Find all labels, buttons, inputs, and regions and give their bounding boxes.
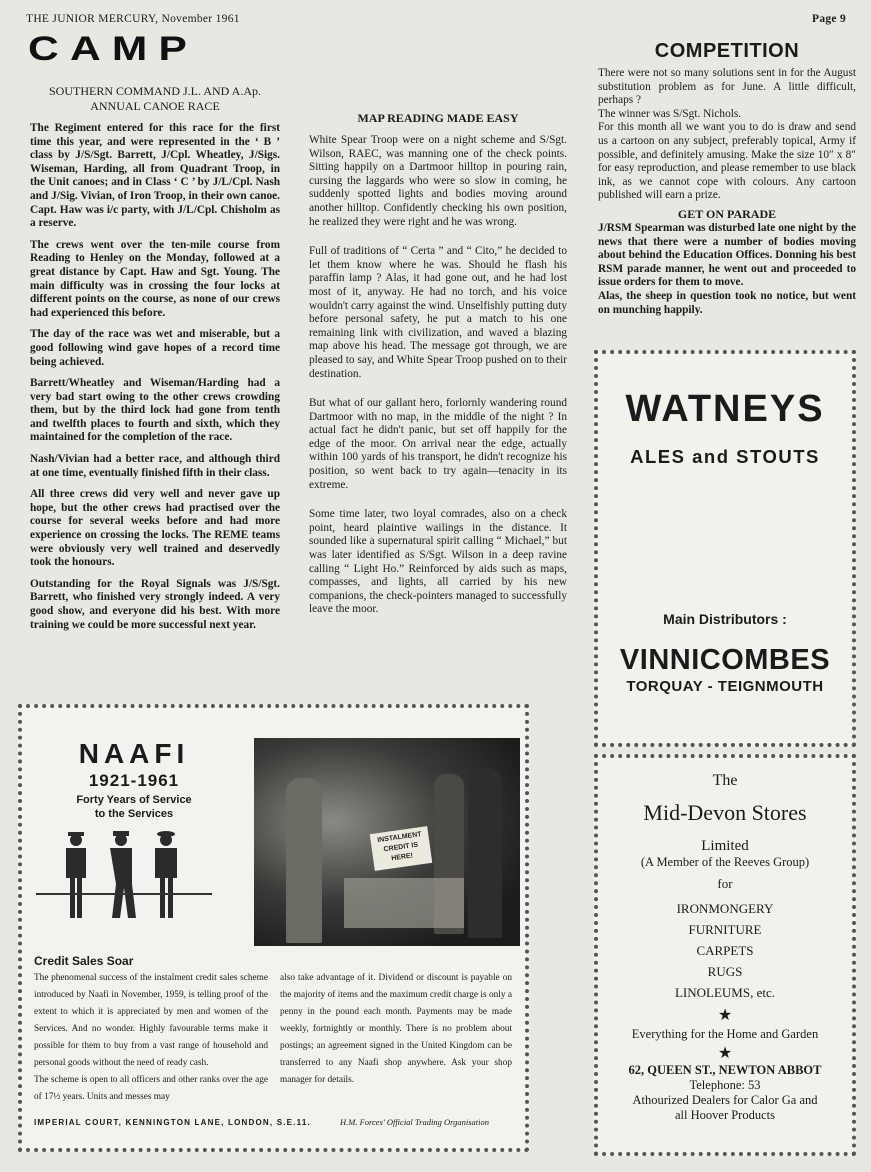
watneys-tagline: ALES and STOUTS — [630, 446, 820, 467]
parade-headline: GET ON PARADE — [677, 206, 777, 221]
competition-title: COMPETITION — [654, 40, 800, 62]
distributors-label: Main Distributors : — [663, 611, 787, 627]
paragraph: The phenomenal success of the instalment credit sales scheme introduced by Naafi in November, 1959, is telling proof of the extent to which it is appreciated by men and women of the Services. And no wonder. Highly favourable terms make it possible for them to buy from a vast range of household and personal goods without the need of ready cash. — [34, 973, 268, 1068]
paragraph: But what of our gallant hero, forlornly wandering round Dartmoor with no map, in the middle of the night ? In actual fact he didn't panic, but set off happily for the edge of the moor. On arrival near the edge, actually within 100 yards of his transport, he didn't recognize his position, so went back to try again—tenacity in its extreme. — [309, 397, 567, 491]
naafi-subhead: Credit Sales Soar — [34, 954, 134, 968]
star-icon: ★ — [717, 1007, 733, 1024]
paragraph: also take advantage of it. Dividend or discount is payable on the majority of items and the maximum credit charge is only a penny in the pound each month. Payments may be made weekly, fortnightly or monthly. There is no problem about postings; an agreement signed in the United Kingdom can be transferred to any Naafi shop anywhere. Ask your shop manager for details. — [280, 973, 512, 1085]
mid-devon-advert — [594, 754, 856, 1156]
naafi-title: NAAFI — [78, 738, 190, 769]
paragraph: For this month all we want you to do is draw and send us a cartoon on any subject, preferably topical, Army if possible, and definitely amusing. Make the size 10″ x 8″ for easy reproduction, and please remember to use black ink, as we cannot cope with colours. Any cartoon published will earn a prize. — [598, 121, 856, 202]
middevon-item: FURNITURE — [688, 922, 762, 937]
middevon-everything: Everything for the Home and Garden — [631, 1027, 819, 1041]
middevon-name: Mid-Devon Stores — [643, 800, 807, 825]
naafi-slogan-1: Forty Years of Service — [76, 794, 192, 806]
naafi-years: 1921-1961 — [88, 771, 180, 790]
middevon-limited: Limited — [701, 838, 749, 854]
middevon-address: 62, QUEEN ST., NEWTON ABBOT — [628, 1063, 822, 1077]
vinnicombes-name: VINNICOMBES — [619, 644, 831, 676]
paragraph: There were not so many solutions sent in for the August substitution problem as for June. A little difficult, perhaps ? — [598, 67, 856, 107]
naafi-body-col-1 — [34, 970, 268, 1106]
paragraph: Alas, the sheep in question took no notice, but went on munching happily. — [598, 289, 856, 316]
paragraph: The day of the race was wet and miserable, but a good following wind gave hopes of a record time being achieved. — [30, 328, 280, 368]
paragraph: J/RSM Spearman was disturbed late one night by the news that there were a number of bodies moving about behind the Education Offices. Donning his best RSM parade manner, he went out and proceeded to issue orders for them to move. — [598, 221, 856, 289]
paragraph: The crews went over the ten-mile course from Reading to Henley on the Monday, followed at a great distance by Capt. Haw and Sgt. Young. The main difficulty was in crossing the four locks at different points on the course, as none of our crews had experienced this before. — [30, 238, 280, 319]
middevon-for: for — [717, 876, 733, 891]
naafi-address: IMPERIAL COURT, KENNINGTON LANE, LONDON, S.E.11. — [34, 1118, 311, 1127]
paragraph: The scheme is open to all officers and other ranks over the age of 17½ years. Units and messes may — [34, 1075, 268, 1102]
running-header: THE JUNIOR MERCURY, November 1961 — [26, 13, 240, 25]
paragraph: Full of traditions of “ Certa ” and “ Cito,” he decided to let them know where he was. Should he flash his paraffin lamp ? Alas, it had gone out, and he had lost most of it, anyway. He had no torch, and his voice wouldn't carry against the wind. Unselfishly putting duty before personal safety, he put a match to his one remaining link with civilization, and waved a blazing map above his head. The message got through, we are pleased to say, and White Spear Troop pushed on to their destination. — [309, 245, 567, 380]
naafi-advert — [18, 704, 529, 1152]
person-figure — [286, 778, 322, 943]
middevon-item: CARPETS — [696, 943, 754, 958]
paragraph: White Spear Troop were on a night scheme and S/Sgt. Wilson, RAEC, was manning one of the check points. Sitting happily on a Dartmoor hilltop in pouring rain, cursing the laggards who were so slow in coming, he suddenly spotted lights and bodies moving around another hilltop. Confidently checking his own position, he realized they were right and he was wrong. — [309, 134, 567, 228]
paragraph: All three crews did very well and never gave up hope, but the other crews had practised over the course for several weeks before and had more experience on crossing the locks. The REME teams were obviously very well trained and deservedly took the honours. — [30, 488, 280, 569]
map-reading-headline: MAP READING MADE EASY — [357, 111, 519, 125]
servicemen-illustration — [56, 828, 186, 923]
watneys-advert — [594, 350, 856, 747]
naafi-org: H.M. Forces' Official Trading Organisation — [340, 1117, 489, 1127]
paragraph: The winner was S/Sgt. Nichols. — [598, 107, 742, 120]
page-number: Page 9 — [812, 13, 847, 25]
canoe-race-article — [30, 84, 280, 640]
paragraph: Barrett/Wheatley and Wiseman/Harding had a very bad start owing to the other crews crowding them, but by the third lock had gone from tenth and twelfth places to fourth and sixth, which they maintained for the completion of the race. — [30, 377, 280, 444]
star-icon: ★ — [717, 1045, 733, 1062]
canoe-headline-1: SOUTHERN COMMAND J.L. AND A.Ap. — [48, 84, 261, 98]
middevon-the: The — [712, 772, 738, 789]
naafi-body-col-2 — [280, 970, 512, 1089]
watneys-brand: WATNEYS — [625, 388, 825, 430]
vinnicombes-towns: TORQUAY - TEIGNMOUTH — [626, 678, 824, 695]
competition-article — [598, 40, 856, 317]
middevon-dealers-1: Athourized Dealers for Calor Ga and — [632, 1093, 818, 1107]
instalment-credit-sign: INSTALMENT CREDIT IS HERE! — [370, 826, 433, 871]
divider — [36, 893, 212, 895]
goods-display — [344, 878, 464, 928]
middevon-dealers-2: all Hoover Products — [675, 1108, 775, 1122]
map-reading-article — [309, 111, 567, 625]
paragraph: Some time later, two loyal comrades, also on a check point, heard plaintive wailings in the distance. It sounded like a supernatural spirit calling “ Michael,” but was later identified as S/Sgt. Wilson in a deep ravine calling “ Light Ho.” Reinforced by aids such as maps, compasses, and lights, all carried by his new companions, the check-pointers managed to successfully leave the moor. — [309, 508, 567, 616]
middevon-item: IRONMONGERY — [676, 901, 774, 916]
middevon-member: (A Member of the Reeves Group) — [640, 855, 810, 869]
middevon-item: LINOLEUMS, etc. — [674, 985, 775, 1000]
paragraph: The Regiment entered for this race for the first time this year, and were represented in the ‘ B ’ class by J/S/Sgt. Barrett, J/Cpl. Wheatley, J/Sigs. Wiseman, Harding, all from Quadrant Troop, in the Unit canoes; and in Class ‘ C ’ by J/L/Cpl. Nash and J/Sig. Vivian, of Iron Troop, in their own canoe. Capt. Haw was i/c party, with J/L/Cpl. Chisholm as a reserve. — [30, 122, 280, 230]
paragraph: Outstanding for the Royal Signals was J/S/Sgt. Barrett, who finished very strongly indeed. A very good show, and everyone did his best. With more training we could be more successful next year. — [30, 577, 280, 631]
middevon-item: RUGS — [707, 964, 743, 979]
canoe-headline-2: ANNUAL CANOE RACE — [90, 99, 220, 113]
paragraph: Nash/Vivian had a better race, and although third at one time, eventually finished fifth in their class. — [30, 453, 280, 479]
middevon-telephone: Telephone: 53 — [689, 1078, 761, 1092]
person-figure — [468, 768, 502, 938]
naafi-slogan-2: to the Services — [94, 808, 174, 820]
section-title-camp: CAMP — [28, 30, 199, 68]
naafi-shop-photo — [254, 738, 520, 946]
